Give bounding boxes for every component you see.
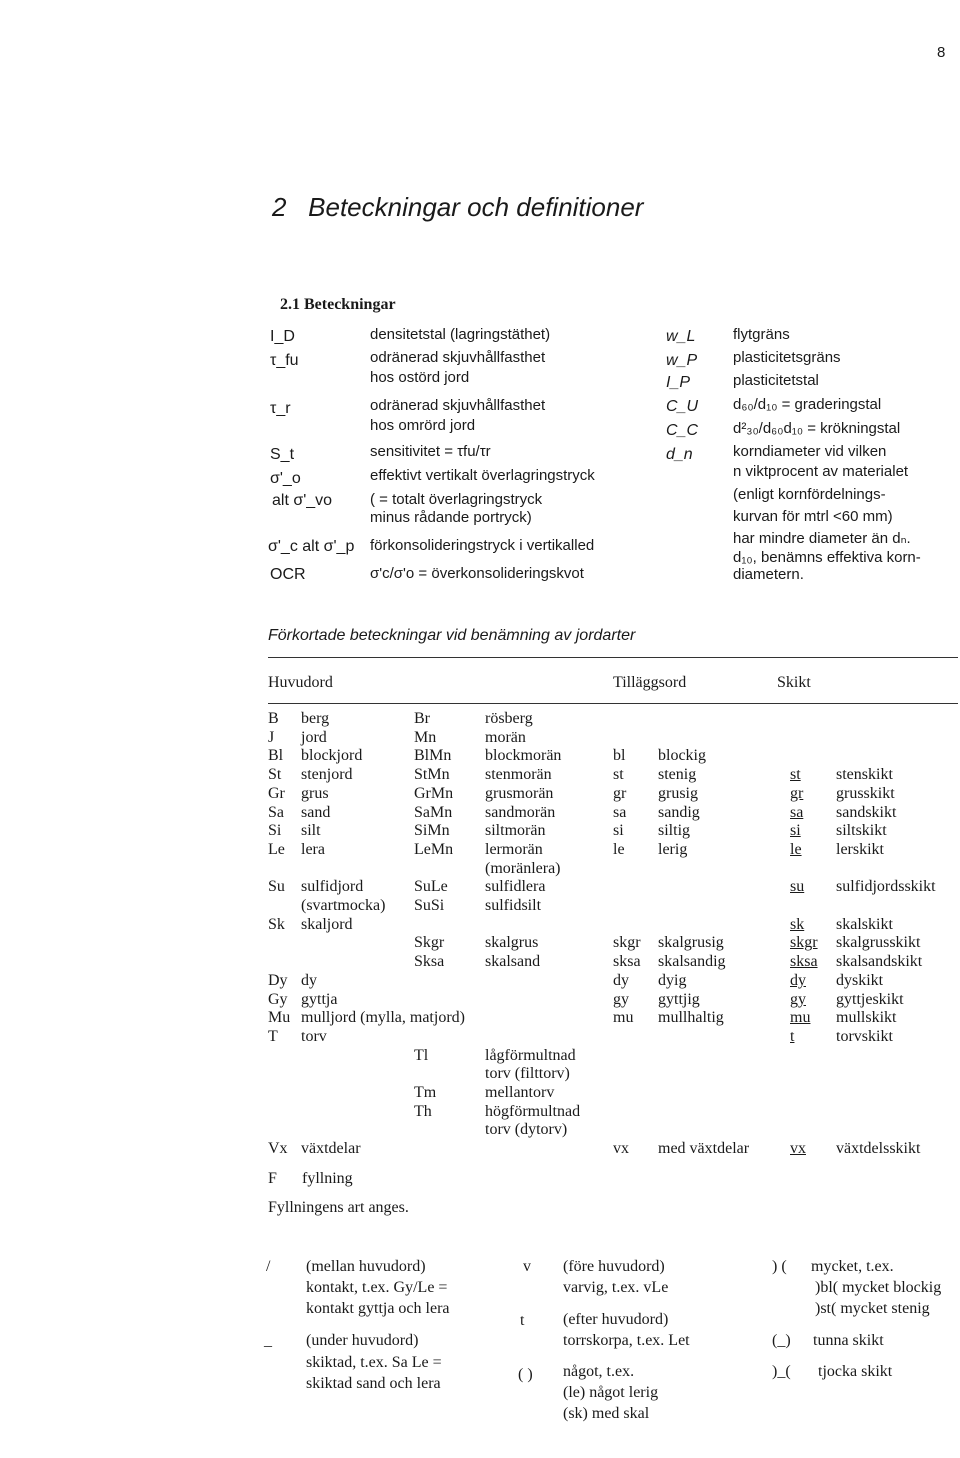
legend-v-line-2: varvig, t.ex. vLe	[563, 1279, 669, 1296]
desc-sigma-o: effektivt vertikalt överlagringstryck	[370, 467, 595, 484]
def-dn-2: n viktprocent av materialet	[733, 463, 909, 480]
compound-word: siltmorän	[485, 822, 546, 840]
suffix-word: lerig	[658, 840, 688, 858]
desc-tau-fu: odränerad skjuvhållfasthet	[370, 349, 546, 366]
layer-word: sandskikt	[836, 803, 897, 821]
layer-word: stenskikt	[836, 766, 893, 784]
page-number: 8	[937, 44, 946, 61]
compound-word: sulfidsilt	[485, 897, 542, 914]
layer-word: skalskikt	[836, 915, 893, 933]
main-abbrev: Dy	[268, 971, 288, 989]
main-abbrev: B	[268, 710, 279, 727]
def-dn-5: har mindre diameter än dₙ.	[733, 530, 911, 547]
section-title: Beteckningar	[304, 296, 396, 313]
layer-abbrev: mu	[790, 1009, 811, 1027]
layer-abbrev: su	[790, 878, 805, 896]
compound-abbrev: Skgr	[414, 934, 445, 952]
layer-word: grusskikt	[836, 784, 895, 802]
legend-v-symbol: v	[523, 1258, 531, 1275]
main-abbrev: St	[268, 766, 282, 784]
main-word: skaljord	[301, 915, 353, 933]
table-header-rule	[268, 703, 958, 704]
suffix-word: dyig	[658, 971, 687, 989]
suffix-abbrev: gr	[613, 784, 627, 802]
suffix-abbrev: dy	[613, 971, 629, 989]
legend-paren-line-3: (sk) med skal	[563, 1405, 650, 1422]
legend-underline-line-1: (under huvudord)	[306, 1332, 419, 1349]
main-word: blockjord	[301, 747, 363, 765]
layer-abbrev: gy	[790, 990, 806, 1008]
suffix-word: siltig	[658, 822, 691, 840]
symbol-tau-r: τ_r	[270, 400, 291, 417]
compound-abbrev: Tl	[414, 1046, 429, 1064]
suffix-abbrev: si	[613, 822, 624, 840]
symbol-sigma-vo: alt σ'_vo	[272, 492, 333, 509]
compound-word: morän	[485, 728, 526, 746]
compound-abbrev: Br	[414, 710, 430, 727]
main-abbrev: Mu	[268, 1009, 291, 1027]
suffix-abbrev: mu	[613, 1009, 634, 1027]
layer-abbrev: vx	[790, 1140, 806, 1158]
symbol-id: I_D	[270, 328, 295, 345]
def-dn-4: kurvan för mtrl <60 mm)	[733, 508, 893, 525]
main-word: dy	[301, 971, 317, 989]
compound-word: sandmorän	[485, 803, 556, 821]
legend-slash-symbol: /	[266, 1258, 271, 1275]
legend-paren-symbol: ( )	[518, 1366, 533, 1383]
desc-st: sensitivitet = τfu/τr	[370, 443, 491, 460]
def-cu: d₆₀/d₁₀ = graderingstal	[733, 396, 882, 413]
layer-abbrev: sksa	[790, 953, 818, 971]
legend-mycket-blockig: )bl( mycket blockig	[815, 1279, 942, 1296]
suffix-word: stenig	[658, 766, 697, 784]
suffix-abbrev: gy	[613, 990, 629, 1008]
main-word: silt	[301, 822, 321, 840]
desc-tau-fu-2: hos ostörd jord	[370, 369, 470, 386]
desc-id: densitetstal (lagringstäthet)	[370, 326, 551, 343]
compound-abbrev: LeMn	[414, 840, 454, 858]
layer-word: växtdelsskikt	[836, 1140, 921, 1158]
fill-name: fyllning	[302, 1170, 353, 1187]
section-heading	[280, 296, 396, 314]
def-dn-3: (enligt kornfördelnings-	[733, 486, 886, 503]
suffix-word: sandig	[658, 803, 700, 821]
legend-t-line-1: (efter huvudord)	[563, 1311, 669, 1328]
legend-underline-line-2: skiktad, t.ex. Sa Le =	[306, 1354, 442, 1371]
compound-word: stenmorän	[485, 766, 552, 784]
main-abbrev: Gy	[268, 990, 288, 1008]
compound-word: skalsand	[485, 953, 541, 971]
main-word: torv	[301, 1027, 327, 1045]
layer-abbrev: sa	[790, 803, 804, 821]
desc-sigma-vo-2: minus rådande portryck)	[370, 509, 532, 526]
main-abbrev: Sk	[268, 915, 285, 933]
main-word: mulljord (mylla, matjord)	[301, 1009, 465, 1027]
def-dn-1: korndiameter vid vilken	[733, 443, 887, 460]
symbol-ip: I_P	[666, 374, 691, 391]
compound-abbrev: SaMn	[414, 803, 453, 821]
symbol-wl: w_L	[666, 328, 696, 345]
layer-word: skalsandskikt	[836, 953, 923, 971]
symbol-ocr: OCR	[270, 566, 306, 583]
symbol-cu: C_U	[666, 398, 699, 415]
compound-abbrev: BlMn	[414, 747, 452, 765]
symbol-sigma-o: σ'_o	[270, 470, 301, 487]
desc-tau-r-2: hos omrörd jord	[370, 417, 476, 434]
compound-word: lermorän	[485, 840, 543, 858]
legend-slash-line-2: kontakt, t.ex. Gy/Le =	[306, 1279, 448, 1296]
compound-abbrev: StMn	[414, 766, 450, 784]
legend-thin-text: tunna skikt	[813, 1332, 884, 1349]
symbol-sigma-c: σ'_c alt σ'_p	[268, 538, 355, 555]
suffix-word: skalgrusig	[658, 934, 724, 952]
legend-thick-symbol: )_(	[772, 1363, 791, 1380]
chapter-heading	[272, 192, 643, 223]
def-wp: plasticitetsgräns	[733, 349, 841, 366]
desc-sigma-c: förkonsolideringstryck i vertikalled	[370, 537, 595, 554]
symbol-dn: d_n	[666, 446, 693, 463]
legend-mycket-text: mycket, t.ex.	[811, 1258, 894, 1275]
main-abbrev: Bl	[268, 747, 284, 765]
suffix-abbrev: le	[613, 840, 625, 858]
def-ip: plasticitetstal	[733, 372, 819, 389]
layer-word: gyttjeskikt	[836, 990, 904, 1008]
layer-word: sulfidjordsskikt	[836, 878, 936, 896]
main-word: sulfidjord	[301, 878, 364, 896]
fill-note: Fyllningens art anges.	[268, 1199, 409, 1216]
suffix-abbrev: st	[613, 766, 624, 784]
main-abbrev: Vx	[268, 1140, 288, 1158]
suffix-abbrev: skgr	[613, 934, 641, 952]
compound-word: (moränlera)	[485, 859, 561, 877]
compound-word: grusmorän	[485, 784, 554, 802]
main-word: grus	[301, 784, 329, 802]
symbol-wp: w_P	[666, 352, 698, 369]
legend-t-line-2: torrskorpa, t.ex. Let	[563, 1332, 690, 1349]
suffix-abbrev: vx	[613, 1140, 629, 1158]
compound-abbrev: SiMn	[414, 822, 450, 840]
layer-abbrev: st	[790, 766, 801, 784]
main-word: sand	[301, 803, 331, 821]
def-dn-7: diametern.	[733, 566, 804, 583]
main-abbrev: Si	[268, 822, 282, 840]
suffix-word: skalsandig	[658, 953, 726, 971]
compound-word: torv (filttorv)	[485, 1065, 570, 1083]
compound-abbrev: SuLe	[414, 878, 448, 896]
layer-abbrev: gr	[790, 784, 804, 802]
compound-word: högförmultnad	[485, 1102, 581, 1120]
main-abbrev: Su	[268, 878, 285, 896]
main-abbrev: Sa	[268, 803, 284, 821]
desc-sigma-vo: ( = totalt överlagringstryck	[370, 491, 543, 508]
main-abbrev: Le	[268, 840, 285, 858]
fill-symbol: F	[268, 1170, 277, 1187]
suffix-word: blockig	[658, 747, 706, 765]
compound-word: mellantorv	[485, 1084, 555, 1101]
legend-slash-line-1: (mellan huvudord)	[306, 1258, 426, 1275]
layer-abbrev: si	[790, 822, 801, 840]
compound-word: skalgrus	[485, 934, 539, 952]
def-dn-6: d₁₀, benämns effektiva korn-	[733, 549, 921, 566]
abbrev-heading: Förkortade beteckningar vid benämning av jordarter	[268, 627, 636, 644]
layer-abbrev: le	[790, 840, 802, 858]
suffix-abbrev: sksa	[613, 953, 641, 971]
layer-word: skalgrusskikt	[836, 934, 921, 952]
compound-abbrev: Tm	[414, 1084, 437, 1101]
main-word: stenjord	[301, 766, 353, 784]
symbol-st: S_t	[270, 446, 295, 463]
symbol-tau-fu: τ_fu	[270, 352, 299, 369]
compound-abbrev: Th	[414, 1102, 432, 1120]
layer-word: torvskikt	[836, 1027, 893, 1045]
def-cc: d²₃₀/d₆₀d₁₀ = krökningstal	[733, 420, 901, 437]
legend-t-symbol: t	[520, 1312, 525, 1329]
layer-word: siltskikt	[836, 822, 887, 840]
legend-underline-symbol: _	[264, 1332, 272, 1349]
suffix-word: mullhaltig	[658, 1009, 724, 1027]
chapter-number: 2	[272, 192, 287, 222]
layer-abbrev: sk	[790, 915, 805, 933]
layer-word: dyskikt	[836, 971, 884, 989]
main-abbrev: J	[268, 728, 275, 746]
header-suffix: Tilläggsord	[613, 674, 687, 691]
def-wl: flytgräns	[733, 326, 790, 343]
legend-mycket-symbol: ) (	[772, 1258, 787, 1275]
legend-paren-line-2: (le) något lerig	[563, 1384, 659, 1401]
compound-abbrev: SuSi	[414, 897, 445, 914]
main-abbrev: T	[268, 1027, 278, 1045]
main-word: (svartmocka)	[301, 897, 386, 914]
legend-slash-line-3: kontakt gyttja och lera	[306, 1300, 450, 1317]
layer-abbrev: skgr	[790, 934, 818, 952]
main-word: lera	[301, 840, 325, 858]
section-number: 2.1	[280, 296, 300, 313]
header-main: Huvudord	[268, 674, 333, 691]
legend-thick-text: tjocka skikt	[818, 1363, 893, 1380]
desc-tau-r: odränerad skjuvhållfasthet	[370, 397, 546, 414]
layer-word: mullskikt	[836, 1009, 897, 1027]
compound-word: torv (dytorv)	[485, 1121, 568, 1139]
layer-abbrev: t	[790, 1027, 795, 1045]
suffix-abbrev: bl	[613, 747, 626, 765]
suffix-abbrev: sa	[613, 803, 627, 821]
compound-word: blockmorän	[485, 747, 562, 765]
header-layer: Skikt	[777, 674, 811, 691]
main-word: gyttja	[301, 990, 338, 1008]
symbol-cc: C_C	[666, 422, 699, 439]
legend-mycket-stenig: )st( mycket stenig	[815, 1300, 930, 1317]
main-abbrev: Gr	[268, 784, 285, 802]
layer-abbrev: dy	[790, 971, 806, 989]
main-word: växtdelar	[301, 1140, 361, 1158]
compound-word: rösberg	[485, 710, 533, 727]
table-top-rule	[268, 657, 958, 658]
main-word: berg	[301, 710, 330, 727]
layer-word: lerskikt	[836, 840, 884, 858]
legend-underline-line-3: skiktad sand och lera	[306, 1375, 441, 1392]
suffix-word: med växtdelar	[658, 1140, 750, 1158]
main-word: jord	[301, 728, 327, 746]
compound-abbrev: Sksa	[414, 953, 445, 971]
compound-abbrev: GrMn	[414, 784, 454, 802]
legend-thin-symbol: (_)	[772, 1332, 791, 1349]
compound-abbrev: Mn	[414, 728, 437, 746]
desc-ocr: σ'c/σ'o = överkonsolideringskvot	[370, 565, 584, 582]
compound-word: sulfidlera	[485, 878, 546, 896]
suffix-word: gyttjig	[658, 990, 700, 1008]
legend-paren-line-1: något, t.ex.	[563, 1363, 635, 1380]
compound-word: lågförmultnad	[485, 1046, 576, 1064]
legend-v-line-1: (före huvudord)	[563, 1258, 665, 1275]
chapter-title: Beteckningar och definitioner	[308, 192, 644, 222]
suffix-word: grusig	[658, 784, 698, 802]
